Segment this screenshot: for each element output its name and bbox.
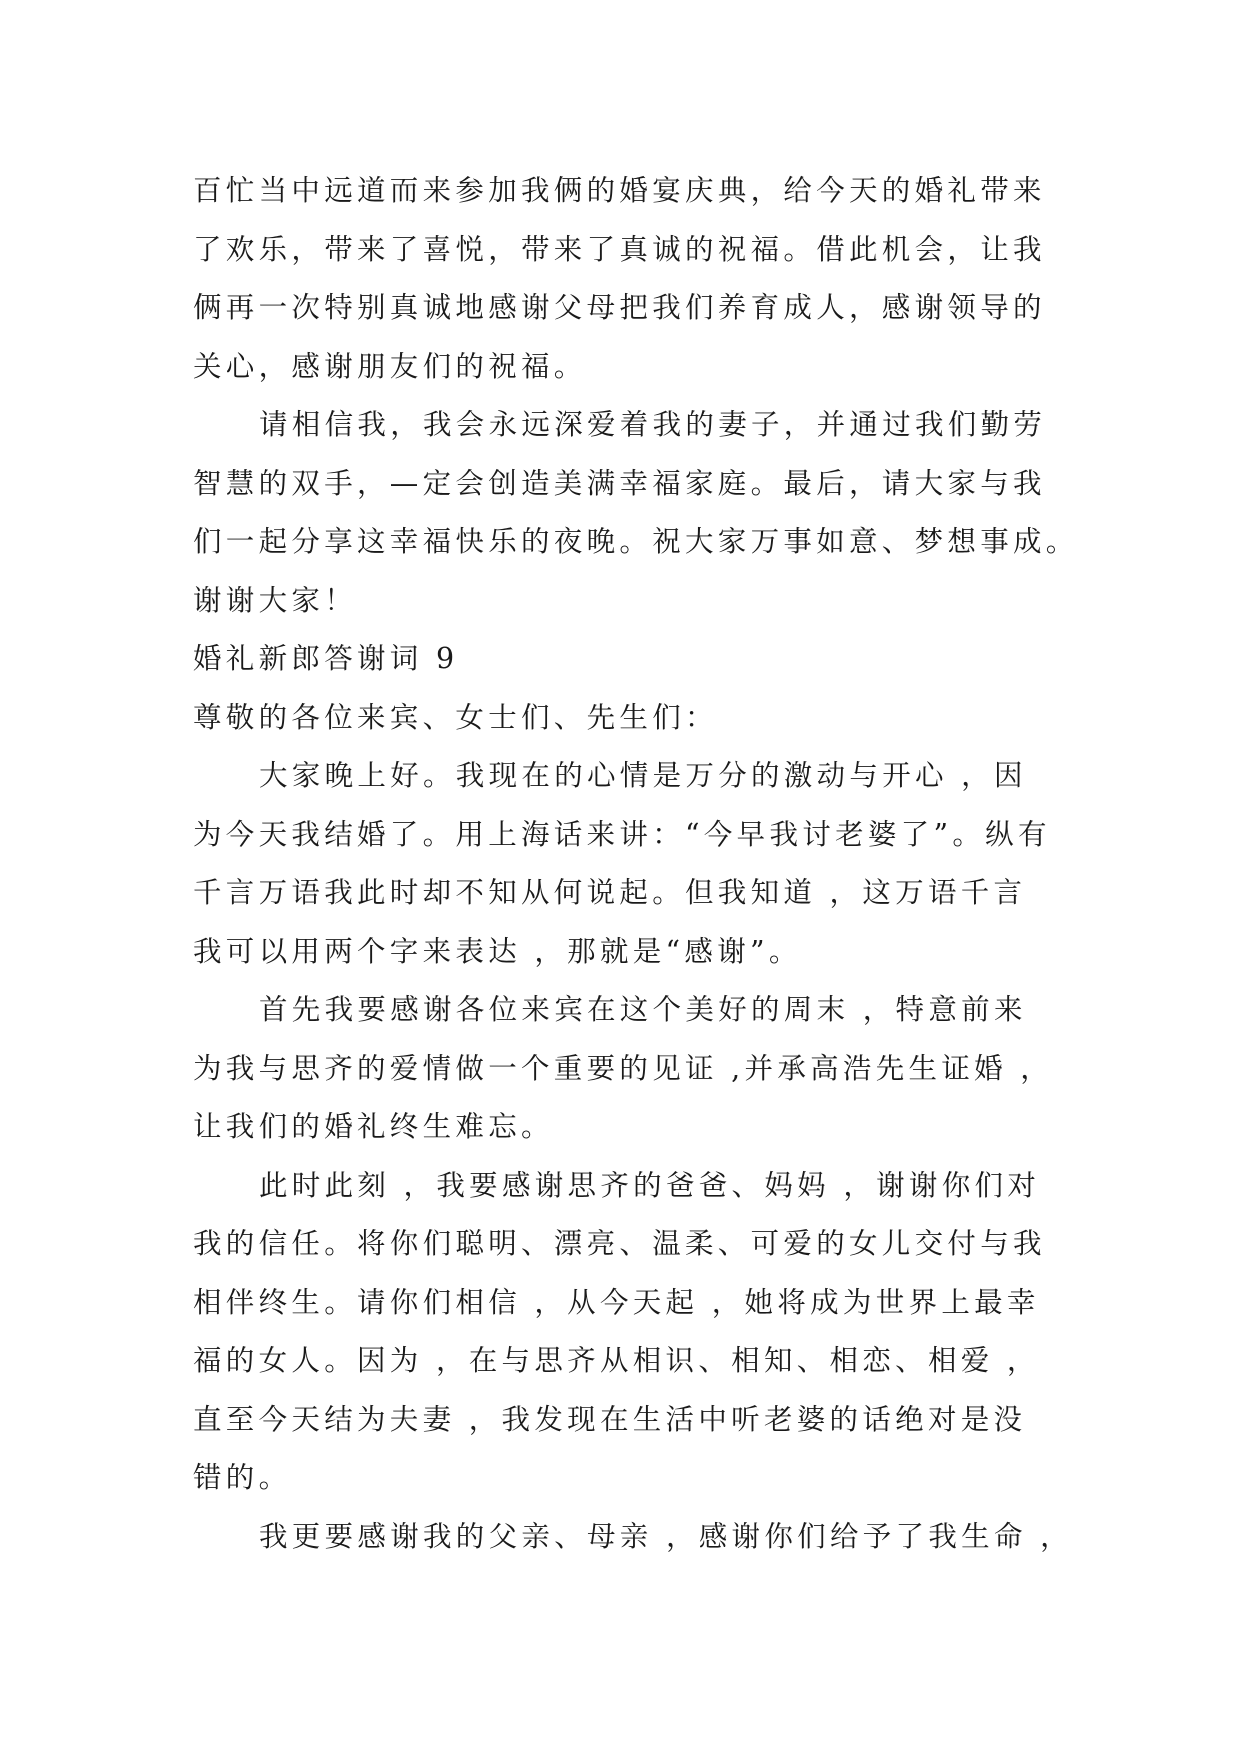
text-line: 我更要感谢我的父亲、母亲 ，感谢你们给予了我生命 ，	[259, 1519, 1073, 1553]
text-line: 相伴终生。请你们相信 ，从今天起 ，她将成为世界上最幸	[193, 1285, 1040, 1319]
text-line: 直至今天结为夫妻 ，我发现在生活中听老婆的话绝对是没	[193, 1402, 1027, 1436]
text-line: 谢谢大家！	[193, 583, 358, 617]
document-body	[193, 162, 1079, 1566]
text-line: 我可以用两个字来表达 ，那就是“感谢”。	[193, 934, 802, 968]
text-line: 我的信任。将你们聪明、漂亮、温柔、可爱的女儿交付与我	[193, 1227, 1046, 1260]
text-line: 智慧的双手，—定会创造美满幸福家庭。最后，请大家与我	[193, 466, 1046, 500]
text-line: 为今天我结婚了。用上海话来讲：“今早我讨老婆了”。纵有	[193, 817, 1051, 851]
salutation: 尊敬的各位来宾、女士们、先生们：	[193, 700, 718, 734]
text-line: 大家晚上好。我现在的心情是万分的激动与开心 ，因	[259, 759, 1027, 792]
text-line: 让我们的婚礼终生难忘。	[193, 1110, 554, 1143]
text-line: 了欢乐，带来了喜悦，带来了真诚的祝福。借此机会，让我	[193, 232, 1046, 266]
text-line: 请相信我，我会永远深爱着我的妻子，并通过我们勤劳	[259, 408, 1047, 441]
section-heading: 婚礼新郎答谢词 9	[193, 642, 459, 675]
text-line: 此时此刻 ，我要感谢思齐的爸爸、妈妈 ，谢谢你们对	[259, 1168, 1041, 1202]
text-line: 百忙当中远道而来参加我俩的婚宴庆典，给今天的婚礼带来	[193, 174, 1046, 207]
text-line: 关心，感谢朋友们的祝福。	[193, 349, 587, 383]
text-line: 为我与思齐的爱情做一个重要的见证 ,并承高浩先生证婚 ，	[193, 1051, 1054, 1085]
text-line: 首先我要感谢各位来宾在这个美好的周末 ，特意前来	[259, 993, 1027, 1026]
text-line: 们一起分享这幸福快乐的夜晚。祝大家万事如意、梦想事成。	[193, 525, 1079, 558]
text-line: 福的女人。因为 ，在与思齐从相识、相知、相恋、相爱 ，	[193, 1344, 1040, 1377]
text-line: 千言万语我此时却不知从何说起。但我知道 ，这万语千言	[193, 876, 1027, 909]
text-line: 错的。	[193, 1461, 292, 1494]
text-line: 俩再一次特别真诚地感谢父母把我们养育成人，感谢领导的	[193, 291, 1046, 324]
